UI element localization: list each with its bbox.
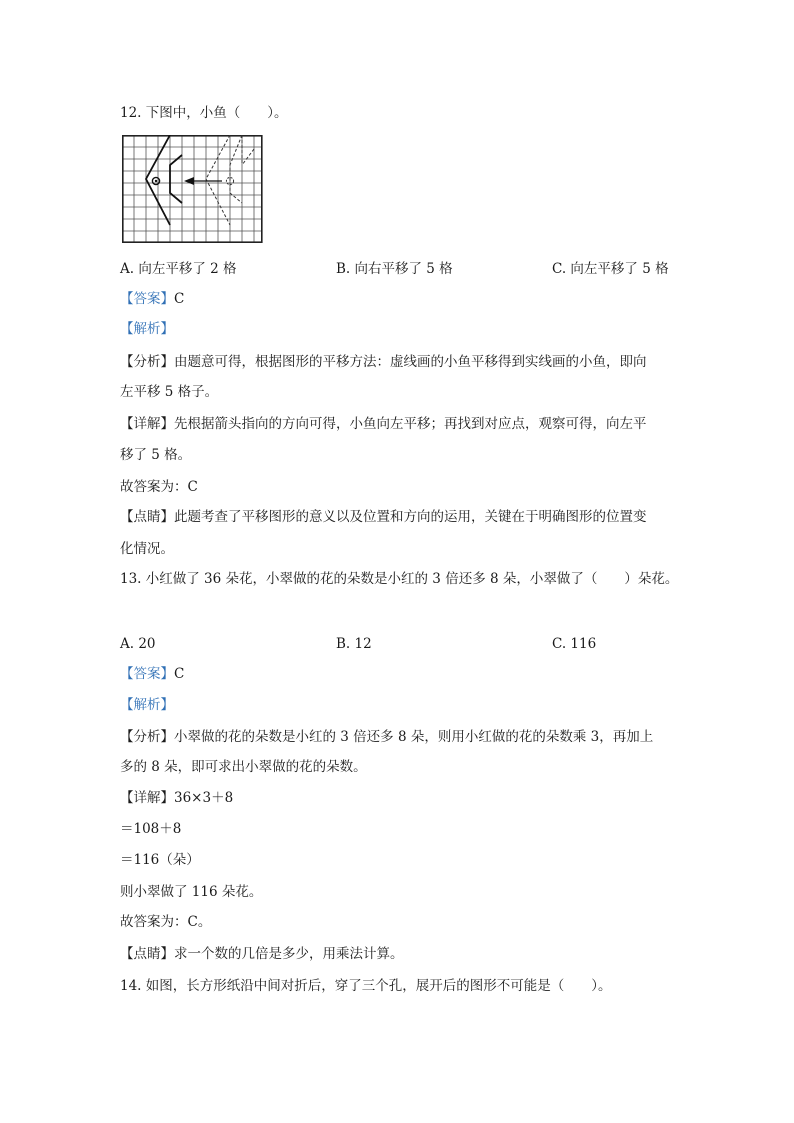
q12-dianjing-line-1 — [120, 508, 647, 526]
fenxi-text: 由题意可得，根据图形的平移方法：虚线画的小鱼平移得到实线画的小鱼，即向 — [174, 354, 647, 370]
answer-tag: 【答案】 — [120, 666, 174, 682]
answer-value: C — [174, 291, 185, 307]
q13-xiangjie-line-1 — [120, 789, 233, 807]
q12-xiangjie-line-1 — [120, 415, 647, 433]
grid-lines — [122, 135, 262, 243]
dianjing-text: 求一个数的几倍是多少，用乘法计算。 — [174, 946, 404, 962]
calc-step-1: 36×3＋8 — [174, 790, 234, 806]
q12-answer — [120, 290, 184, 308]
answer-value: C — [174, 666, 185, 682]
q12-final-answer: 故答案为：C — [120, 479, 198, 495]
xiangjie-tag: 【详解】 — [120, 416, 174, 432]
grid-border — [123, 136, 262, 242]
fenxi-tag: 【分析】 — [120, 354, 174, 370]
dianjing-text: 此题考查了平移图形的意义以及位置和方向的运用，关键在于明确图形的位置变 — [174, 509, 647, 525]
q13-option-a: A. 20 — [120, 636, 156, 652]
q12-jiexi-tag: 【解析】 — [120, 321, 174, 337]
fenxi-tag: 【分析】 — [120, 729, 174, 745]
q13-jiexi-tag: 【解析】 — [120, 697, 174, 713]
dianjing-tag: 【点睛】 — [120, 509, 174, 525]
q13-fenxi-line-1 — [120, 728, 653, 746]
xiangjie-text: 先根据箭头指向的方向可得，小鱼向左平移；再找到对应点，观察可得，向左平 — [174, 416, 647, 432]
q12-fenxi-line-1 — [120, 353, 647, 371]
q12-option-b: B. 向右平移了 5 格 — [336, 261, 453, 277]
solid-fish — [146, 135, 182, 225]
dianjing-tag: 【点睛】 — [120, 946, 174, 962]
q12-option-c: C. 向左平移了 5 格 — [552, 261, 669, 277]
q13-dianjing-line-1 — [120, 945, 404, 963]
q13-stem: 13. 小红做了 36 朵花，小翠做的花的朵数是小红的 3 倍还多 8 朵，小翠做了（ ）朵花。 — [120, 571, 679, 587]
q12-stem: 12. 下图中，小鱼（ ）。 — [120, 105, 288, 121]
fenxi-text: 小翠做的花的朵数是小红的 3 倍还多 8 朵，则用小红做的花的朵数乘 3，再加上 — [174, 729, 654, 745]
q13-option-c: C. 116 — [552, 636, 597, 652]
q13-result: 则小翠做了 116 朵花。 — [120, 884, 263, 900]
xiangjie-tag: 【详解】 — [120, 790, 174, 806]
calc-step-2: ＝108＋8 — [120, 821, 182, 837]
calc-step-3: ＝116（朵） — [120, 852, 200, 868]
q12-dianjing-line-2: 化情况。 — [120, 541, 174, 557]
q13-fenxi-line-2: 多的 8 朵，即可求出小翠做的花的朵数。 — [120, 759, 367, 775]
answer-tag: 【答案】 — [120, 291, 174, 307]
fish-translation-grid-figure — [122, 135, 264, 245]
q12-fenxi-line-2: 左平移 5 格子。 — [120, 384, 219, 400]
q12-option-a: A. 向左平移了 2 格 — [120, 261, 237, 277]
q14-stem: 14. 如图，长方形纸沿中间对折后，穿了三个孔，展开后的图形不可能是（ ）。 — [120, 978, 612, 994]
q12-xiangjie-line-2: 移了 5 格。 — [120, 447, 192, 463]
q13-final-answer: 故答案为：C。 — [120, 914, 212, 930]
q13-option-b: B. 12 — [336, 636, 372, 652]
q13-answer — [120, 665, 184, 683]
